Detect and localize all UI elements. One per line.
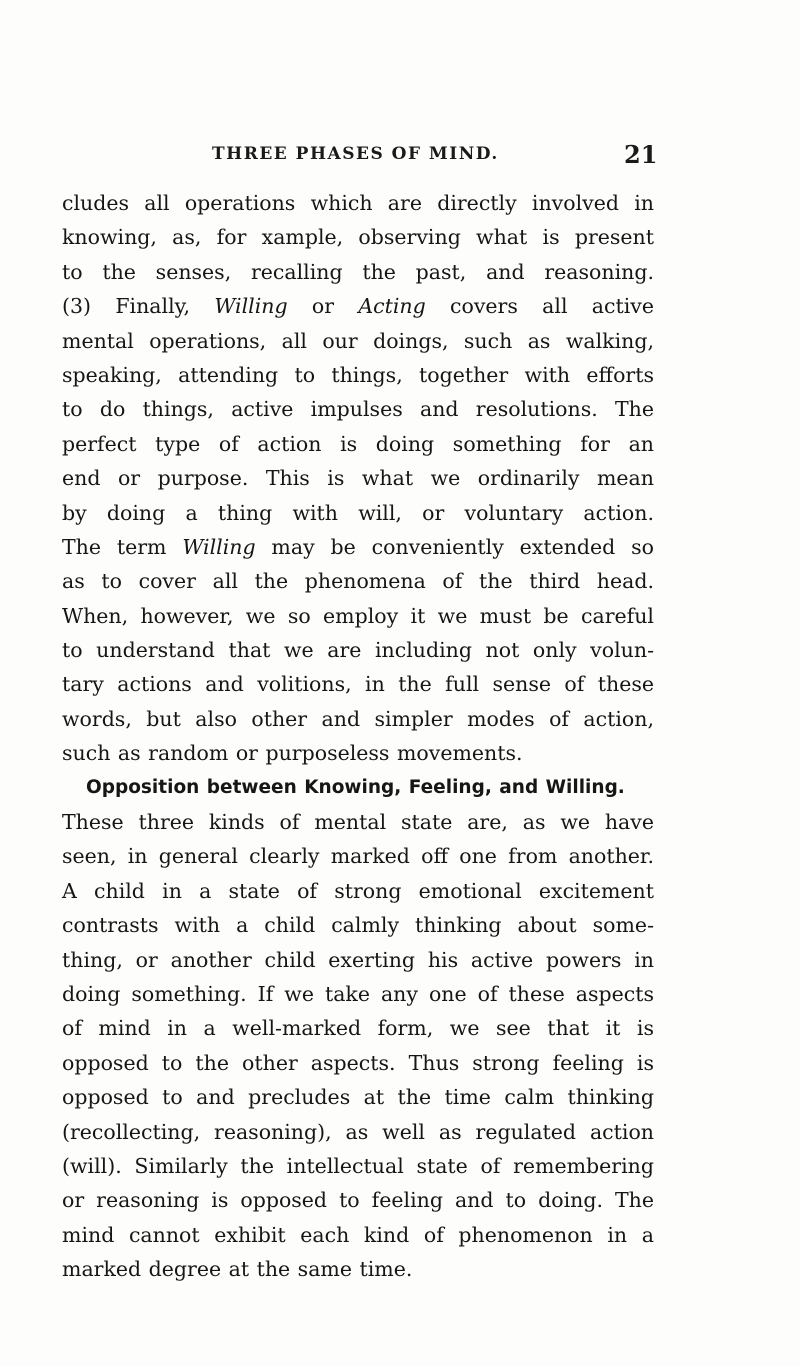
text-line: seen, in general clearly marked off one from another. <box>62 844 654 869</box>
text-line: thing, or another child exerting his active powers in <box>62 947 654 972</box>
italic-term: Willing <box>214 294 288 319</box>
text-line: words, but also other and simpler modes of action, <box>62 706 654 731</box>
text-line: (recollecting, reasoning), as well as regulated action <box>62 1119 654 1144</box>
text-line: opposed to and precludes at the time calm thinking <box>62 1085 654 1110</box>
text-line: (will). Similarly the intellectual state of remembering <box>62 1153 654 1178</box>
text-line: When, however, we so employ it we must be careful <box>62 603 654 628</box>
text-line: knowing, as, for xample, observing what is present <box>62 225 654 250</box>
text-line: to understand that we are including not only volun- <box>62 638 654 663</box>
text-line: or reasoning is opposed to feeling and to doing. The <box>62 1188 654 1213</box>
text-line: end or purpose. This is what we ordinarily mean <box>62 466 654 491</box>
page-number: 21 <box>624 140 658 169</box>
text-line: to the senses, recalling the past, and reasoning. <box>62 259 654 284</box>
running-head <box>0 140 800 170</box>
section-sidehead: Opposition between Knowing, Feeling, and Willing. <box>86 776 625 798</box>
text-line: of mind in a well-marked form, we see that it is <box>62 1016 654 1041</box>
text-line: to do things, active impulses and resolutions. The <box>62 397 654 422</box>
text-line: doing something. If we take any one of these aspects <box>62 981 654 1006</box>
text-line: marked degree at the same time. <box>62 1257 413 1282</box>
text-line: mind cannot exhibit each kind of phenomenon in a <box>62 1222 654 1247</box>
body-text <box>62 186 654 1287</box>
italic-term: Willing <box>182 534 256 559</box>
text-line: such as random or purposeless movements. <box>62 741 523 766</box>
text-line: contrasts with a child calmly thinking about some- <box>62 913 654 938</box>
text-line: mental operations, all our doings, such as walking, <box>62 328 654 353</box>
italic-term: Acting <box>358 294 426 319</box>
text-line: opposed to the other aspects. Thus strong feeling is <box>62 1050 654 1075</box>
text-line: tary actions and volitions, in the full sense of these <box>62 672 654 697</box>
text-line: cludes all operations which are directly involved in <box>62 191 654 215</box>
text-line: perfect type of action is doing something for an <box>62 431 654 456</box>
text-line: (3) Finally, Willing or Acting covers all active <box>62 294 655 319</box>
text-line: by doing a thing with will, or voluntary action. <box>62 500 654 525</box>
text-line: speaking, attending to things, together with efforts <box>62 362 654 387</box>
running-title: THREE PHASES OF MIND. <box>212 144 499 164</box>
text-line: A child in a state of strong emotional excitement <box>62 878 654 903</box>
text-line: as to cover all the phenomena of the third head. <box>62 569 654 594</box>
text-line: The term Willing may be conveniently extended so <box>62 534 655 559</box>
text-line: These three kinds of mental state are, as we have <box>62 810 654 835</box>
